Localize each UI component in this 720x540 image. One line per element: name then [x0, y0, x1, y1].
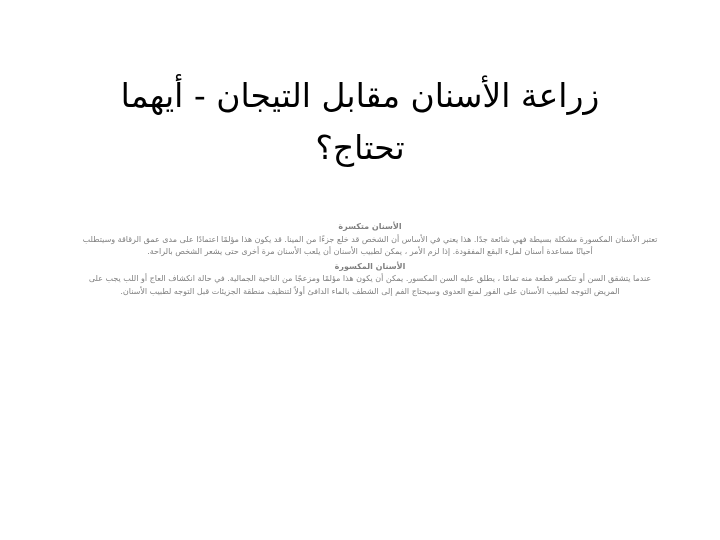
slide-body — [80, 219, 660, 300]
title-line-1: زراعة الأسنان مقابل التيجان - أيهما — [120, 76, 600, 115]
slide-title — [60, 70, 660, 174]
section-text-chipped: تعتبر الأسنان المكسورة مشكلة بسيطة فهي شائعة جدًا. هذا يعني في الأساس أن الشخص قد خلع جزءًا من المينا. قد يكون هذا مؤلمًا اعتمادًا على مدى عمق الرقاقة وسيتطلب أحيانًا مساعدة أسنان لملء البقع المفقودة. إذا لزم الأمر ، يمكن لطبيب الأسنان أن يلعب الأسنان مرة أخرى حتى يشعر الشخص بالراحة. — [82, 234, 658, 256]
section-heading-broken: الأسنان المكسورة — [334, 261, 406, 271]
section-text-broken: عندما يتشقق السن أو تتكسر قطعة منه تمامًا ، يطلق عليه السن المكسور. يمكن أن يكون هذا مؤلمًا ومزعجًا من الناحية الجمالية. في حالة انكشاف العاج أو اللب يجب على المريض التوجه لطبيب الأسنان على الفور لمنع العدوى وسيحتاج الفم إلى الشطف بالماء الدافئ أولاً لتنظيف منطقة الجزيئات قبل التوجه لطبيب الأسنان. — [88, 274, 652, 296]
section-heading-chipped: الأسنان متكسرة — [338, 222, 402, 231]
title-line-2: تحتاج؟ — [315, 128, 405, 167]
